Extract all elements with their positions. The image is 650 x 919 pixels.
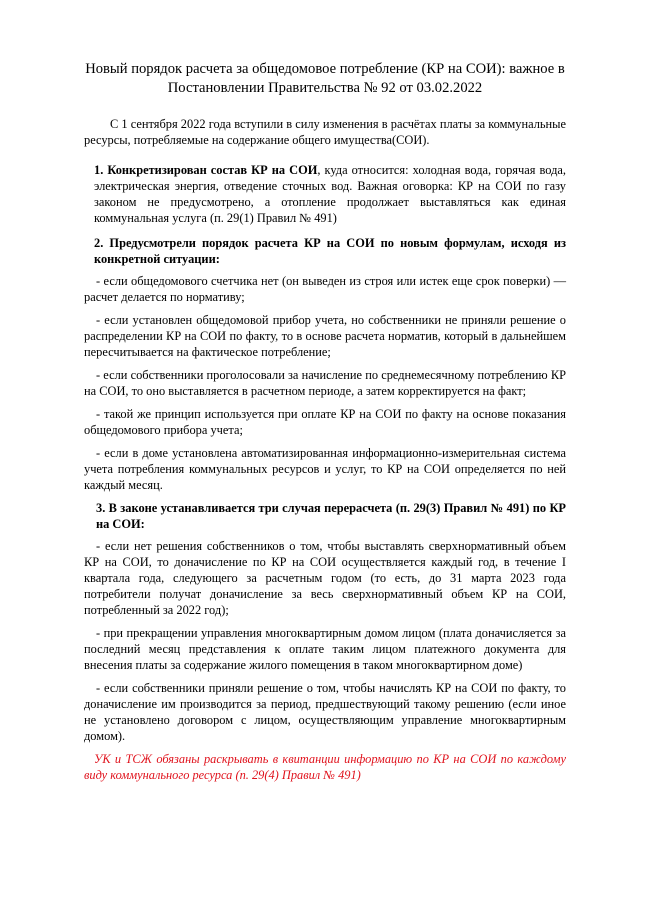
section-3-item: - если нет решения собственников о том, чтобы выставлять сверхнормативный объем КР на СОИ, то доначисление по КР на СОИ осуществляется каждый год, в течение I квартала года, следующего за расчетным годом (то есть, до 31 марта 2023 года потребители получат доначисление за весь сверхнормативный объем КР на СОИ, потребленный за 2022 год); [84,539,566,617]
section-1-text: , куда относится: холодная вода, горячая вода, электрическая энергия, отведение сточных вод. Важная оговорка: КР на СОИ по газу законом не предусмотрено, а отопление продолжает выставляться как единая коммунальная услуга (п. 29(1) Правил № 491) [94,163,566,225]
section-3-heading: 3. В законе устанавливается три случая перерасчета (п. 29(3) Правил № 491) по КР на СОИ: [96,501,566,531]
title-line-1: Новый порядок расчета за общедомовое потребление (КР на СОИ): важное в [85,61,565,77]
section-1 [84,162,566,226]
section-3-item: - если собственники приняли решение о том, чтобы начислять КР на СОИ по факту, то доначисление им производится за период, предшествующий такому решению (если иное не установлено договором с лицом, осуществляющим управление многоквартирным домом). [84,681,566,743]
page-title [84,60,566,98]
section-2-item: - если в доме установлена автоматизированная информационно-измерительная система учета потребления коммунальных ресурсов и услуг, то КР на СОИ определяется по ней каждый месяц. [84,446,566,492]
section-2-item: - если общедомового счетчика нет (он выведен из строя или истек еще срок поверки) — расчет делается по нормативу; [84,274,566,304]
section-2-item: - если установлен общедомовой прибор учета, но собственники не приняли решение о распределении КР на СОИ по факту, то в основе расчета норматив, который в дальнейшем пересчитывается на фактическое потребление; [84,313,566,359]
section-1-number: 1. [94,163,104,177]
title-line-2: Постановлении Правительства № 92 от 03.02.2022 [167,80,483,96]
red-note: УК и ТСЖ обязаны раскрывать в квитанции информацию по КР на СОИ по каждому виду коммунального ресурса (п. 29(4) Правил № 491) [84,752,566,782]
section-2-item: - такой же принцип используется при оплате КР на СОИ по факту на основе показания общедомового прибора учета; [84,407,566,437]
section-2-heading: 2. Предусмотрели порядок расчета КР на СОИ по новым формулам, исходя из конкретной ситуации: [94,236,566,266]
document-page [84,60,566,783]
section-2-item: - если собственники проголосовали за начисление по среднемесячному потреблению КР на СОИ, то оно выставляется в расчетном периоде, а затем корректируется на факт; [84,368,566,398]
section-1-bold: Конкретизирован состав КР на СОИ [107,163,318,177]
intro-paragraph: С 1 сентября 2022 года вступили в силу изменения в расчётах платы за коммунальные ресурсы, потребляемые на содержание общего имущества(СОИ). [84,117,566,147]
section-3-item: - при прекращении управления многоквартирным домом лицом (плата доначисляется за последний месяц представления к оплате таким лицом платежного документа для внесения платы за содержание жилого помещения в таком многоквартирном доме) [84,626,566,672]
